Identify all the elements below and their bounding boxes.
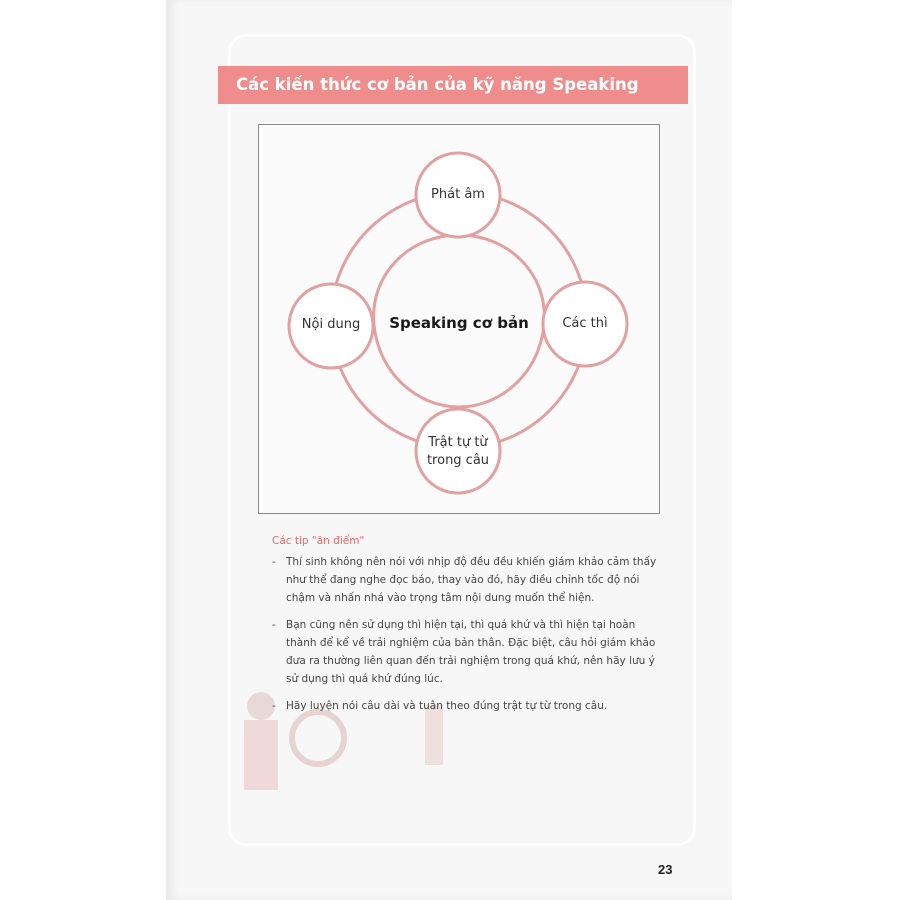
center-label: Speaking cơ bản — [389, 314, 529, 332]
tip-item — [272, 553, 662, 607]
node-bottom-label-line2: trong câu — [426, 453, 490, 468]
node-bottom-label-line1: Trật tự từ — [428, 435, 488, 450]
tip-dash: - — [272, 619, 276, 631]
tip-text: Thí sinh không nên nói với nhịp độ đều đều khiến giám khảo cảm thấy như thể đang nghe đọc báo, thay vào đó, hãy điều chỉnh tốc độ nói chậm và nhấn nhá vào trọng tâm nội dung muốn thể hiện. — [286, 556, 657, 604]
node-top-label: Phát âm — [431, 187, 485, 202]
tips-section — [272, 532, 662, 724]
tips-title: Các tip "ăn điểm" — [272, 535, 365, 547]
section-title: Các kiến thức cơ bản của kỹ năng Speaking — [218, 66, 688, 104]
page-number: 23 — [658, 862, 673, 877]
tip-item — [272, 697, 662, 715]
tip-text: Bạn cũng nên sử dụng thì hiện tại, thì quá khứ và thì hiện tại hoàn thành để kể về trải nghiệm của bản thân. Đặc biệt, câu hỏi giám khảo đưa ra thường liên quan đến trải nghiệm trong quá khứ, nên hãy lưu ý sử dụng thì quá khứ đúng lúc. — [286, 619, 656, 685]
node-left-label: Nội dung — [301, 317, 361, 332]
tip-dash: - — [272, 556, 276, 568]
tip-text: Hãy luyện nói câu dài và tuân theo đúng trật tự từ trong câu. — [286, 700, 608, 712]
tip-dash: - — [272, 700, 276, 712]
node-right-label: Các thì — [562, 316, 608, 331]
tip-item — [272, 616, 662, 688]
speaking-diagram — [258, 124, 660, 514]
